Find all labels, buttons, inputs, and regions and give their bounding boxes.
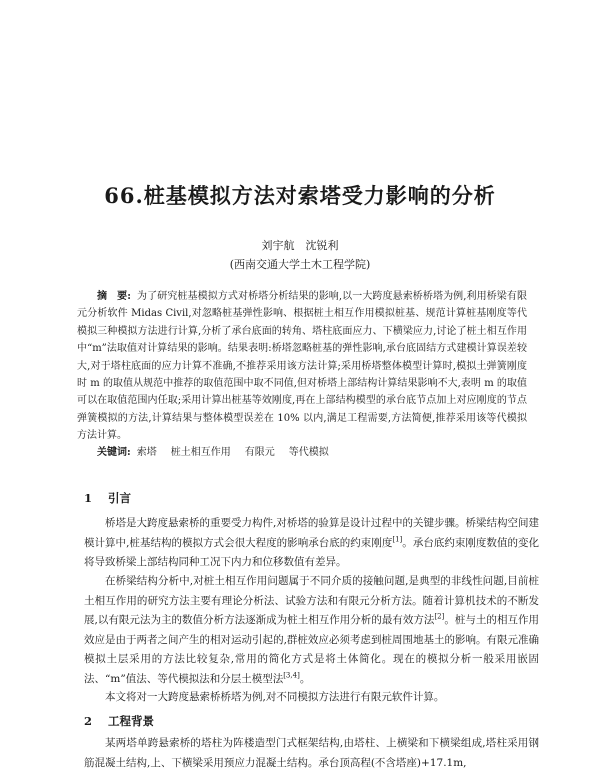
keyword: 索塔 — [136, 447, 157, 458]
abstract — [77, 288, 527, 445]
abstract-text: 为了研究桩基模拟方式对桥塔分析结果的影响,以一大跨度悬索桥桥塔为例,利用桥梁有限元分析软件 Midas Civil,对忽略桩基弹性影响、根据桩土相互作用模拟桩基、规范计算桩基刚度等代模拟三种模拟方法进行计算,分析了承台底面的转角、塔柱底面应力、下横梁应力,讨论了桩土相互作用中“m”法取值对计算结果的影响。结果表明:桥塔忽略桩基的弹性影响,承台底固结方式建模计算误差较大,对于塔柱底面的应力计算不准确,不推荐采用该方法计算;采用桥塔整体模型计算时,模拟土弹簧刚度时 m 的取值从规范中推荐的取值范围中取不同值,但对桥塔上部结构计算结果影响不大,表明 m 的取值可以在取值范围内任取;采用计算出桩基等效刚度,再在上部结构模型的承台底节点加上对应刚度的节点弹簧模拟的方法,计算结果与整体模型误差在 10% 以内,满足工程需要,方法简便,推荐采用该等代模拟方法计算。 — [77, 291, 527, 442]
section-1-heading — [84, 490, 131, 506]
paper-affiliation: (西南交通大学土木工程学院) — [229, 258, 371, 271]
citation: [3,4] — [283, 671, 300, 679]
paper-title: 66.桩基模拟方法对索塔受力影响的分析 — [104, 183, 496, 208]
keywords-label: 关键词: — [97, 447, 131, 458]
keyword: 有限元 — [244, 447, 275, 458]
keywords — [97, 444, 343, 461]
paper-authors: 刘宇航 沈锐利 — [261, 239, 339, 252]
section-2-paragraph-1: 某两塔单跨悬索桥的塔柱为阵楼造型门式框架结构,由塔柱、上横梁和下横梁组成,塔柱采用钢筋混凝土结构,上、下横梁采用预应力混凝土结构。承台顶高程(不含塔座)+17.1m, — [84, 737, 539, 769]
abstract-label: 摘 要: — [97, 291, 131, 302]
section-title: 引言 — [108, 491, 132, 505]
section-title: 工程背景 — [108, 714, 155, 728]
section-1-paragraph-1: 桥塔是大跨度悬索桥的重要受力构件,对桥塔的验算是设计过程中的关键步骤。桥梁结构空间建模计算中,桩基结构的模拟方式会很大程度的影响承台底的约束刚度[1]。承台底约束刚度数值的变化将导致桥梁上部结构同种工况下内力和位移数值有差异。 — [84, 517, 540, 568]
section-number: 2 — [84, 714, 93, 728]
keyword: 等代模拟 — [288, 447, 329, 458]
section-2-heading — [84, 713, 154, 729]
section-1-paragraph-2: 在桥梁结构分析中,对桩土相互作用问题属于不同介质的接触问题,是典型的非线性问题,目前桩土相互作用的研究方法主要有理论分析法、试验方法和有限元分析方法。随着计算机技术的不断发展,以有限元法为主的数值分析方法逐渐成为桩土相互作用分析的最有效方法[2]。桩与土的相互作用效应是由于两者之间产生的相对运动引起的,群桩效应必须考虑到桩周围地基土的影响。有限元准确模拟土层采用的方法比较复杂,常用的简化方式是将土体简化。现在的模拟分析一般采用嵌固法、“m”值法、等代模拟法和分层土模型法[3,4]。 — [84, 575, 539, 685]
section-number: 1 — [84, 491, 93, 505]
keyword: 桩土相互作用 — [170, 447, 231, 458]
section-1-paragraph-3: 本文将对一大跨度悬索桥桥塔为例,对不同模拟方法进行有限元软件计算。 — [105, 691, 445, 703]
citation: [2] — [434, 612, 445, 621]
citation: [1] — [392, 535, 403, 543]
